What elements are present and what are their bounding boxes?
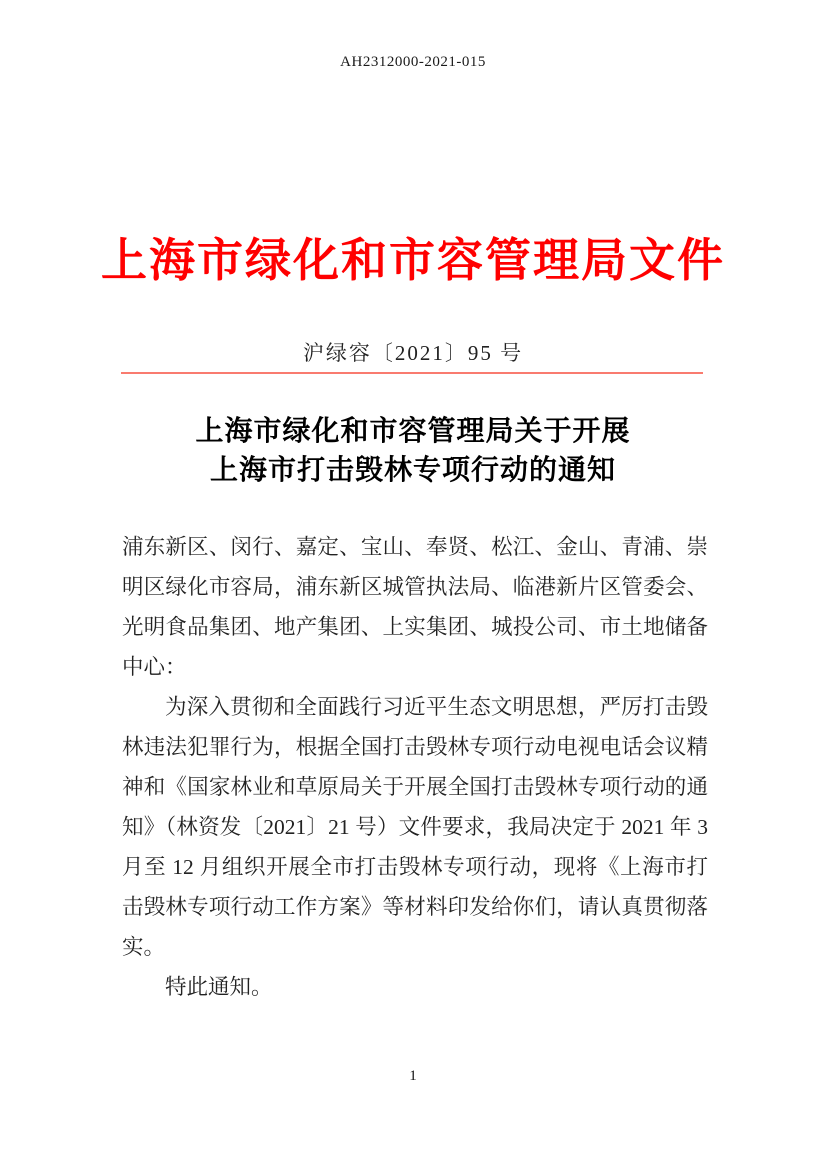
document-reference-number: 沪绿容〔2021〕95 号	[302, 341, 524, 365]
red-divider-line	[121, 372, 703, 374]
document-archive-code: AH2312000-2021-015	[340, 54, 486, 70]
notice-title	[0, 412, 826, 490]
page-number: 1	[409, 1068, 417, 1084]
issuing-organization-title: 上海市绿化和市容管理局文件	[101, 235, 725, 286]
main-content-paragraph: 为深入贯彻和全面践行习近平生态文明思想，严厉打击毁林违法犯罪行为，根据全国打击毁林专项行动电视电话会议精神和《国家林业和草原局关于开展全国打击毁林专项行动的通知》（林资发〔2021〕21 号）文件要求，我局决定于 2021 年 3 月至 12 月组织开展全市打击毁林专项行动，现将《上海市打击毁林专项行动工作方案》等材料印发给你们，请认真贯彻落实。	[122, 695, 708, 959]
closing-paragraph: 特此通知。	[165, 975, 273, 999]
notice-title-line1: 上海市绿化和市容管理局关于开展	[195, 416, 631, 447]
notice-body	[122, 527, 708, 1007]
recipients-paragraph: 浦东新区、闵行、嘉定、宝山、奉贤、松江、金山、青浦、崇明区绿化市容局，浦东新区城管执法局、临港新片区管委会、光明食品集团、地产集团、上实集团、城投公司、市土地储备中心：	[122, 535, 708, 679]
notice-title-line2: 上海市打击毁林专项行动的通知	[209, 455, 616, 486]
